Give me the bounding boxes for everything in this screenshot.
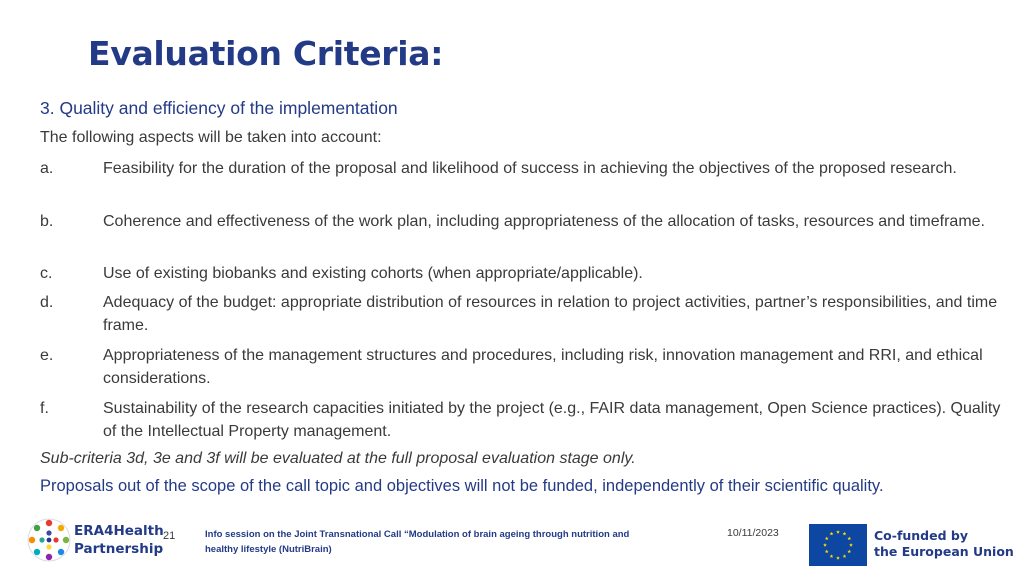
item-letter: d. — [40, 294, 54, 311]
session-info: Info session on the Joint Transnational Call “Modulation of brain ageing through nutrition and healthy lifestyle (NutriBrain) — [205, 529, 630, 555]
sub-criteria-note: Sub-criteria 3d, 3e and 3f will be evaluated at the full proposal evaluation stage only. — [40, 450, 636, 467]
item-text: Feasibility for the duration of the proposal and likelihood of success in achieving the objectives of the proposed research. — [103, 160, 957, 177]
slide-date: 10/11/2023 — [727, 527, 779, 539]
item-text: Use of existing biobanks and existing cohorts (when appropriate/applicable). — [103, 265, 643, 282]
item-letter: e. — [40, 347, 54, 364]
slide-title: Evaluation Criteria: — [88, 34, 444, 73]
item-text: Appropriateness of the management structures and procedures, including risk, innovation management and RRI, and ethical considerations. — [103, 347, 983, 387]
brand-subtitle: Partnership — [74, 541, 164, 557]
eu-line-1: Co-funded by — [874, 528, 969, 543]
intro-text: The following aspects will be taken into account: — [40, 129, 382, 146]
brand-name: ERA4Health — [74, 523, 164, 539]
eu-flag-icon — [809, 524, 867, 566]
era4health-logo-icon — [26, 517, 72, 563]
footer-brand — [74, 522, 164, 558]
scope-warning: Proposals out of the scope of the call topic and objectives will not be funded, independently of their scientific quality. — [40, 477, 884, 495]
item-letter: c. — [40, 265, 53, 282]
page-number: 21 — [163, 530, 176, 542]
item-letter: a. — [40, 160, 54, 177]
item-letter: b. — [40, 213, 54, 230]
item-text: Sustainability of the research capacities initiated by the project (e.g., FAIR data management, Open Science practices). Quality of the Intellectual Property management. — [103, 400, 1001, 440]
eu-funding-label — [874, 528, 1014, 560]
item-letter: f. — [40, 400, 49, 417]
section-heading: 3. Quality and efficiency of the implementation — [40, 98, 398, 118]
eu-line-2: the European Union — [874, 544, 1014, 559]
item-text: Adequacy of the budget: appropriate distribution of resources in relation to project activities, partner’s responsibilities, and time frame. — [103, 294, 998, 334]
item-text: Coherence and effectiveness of the work plan, including appropriateness of the allocation of tasks, resources and timeframe. — [103, 213, 985, 230]
